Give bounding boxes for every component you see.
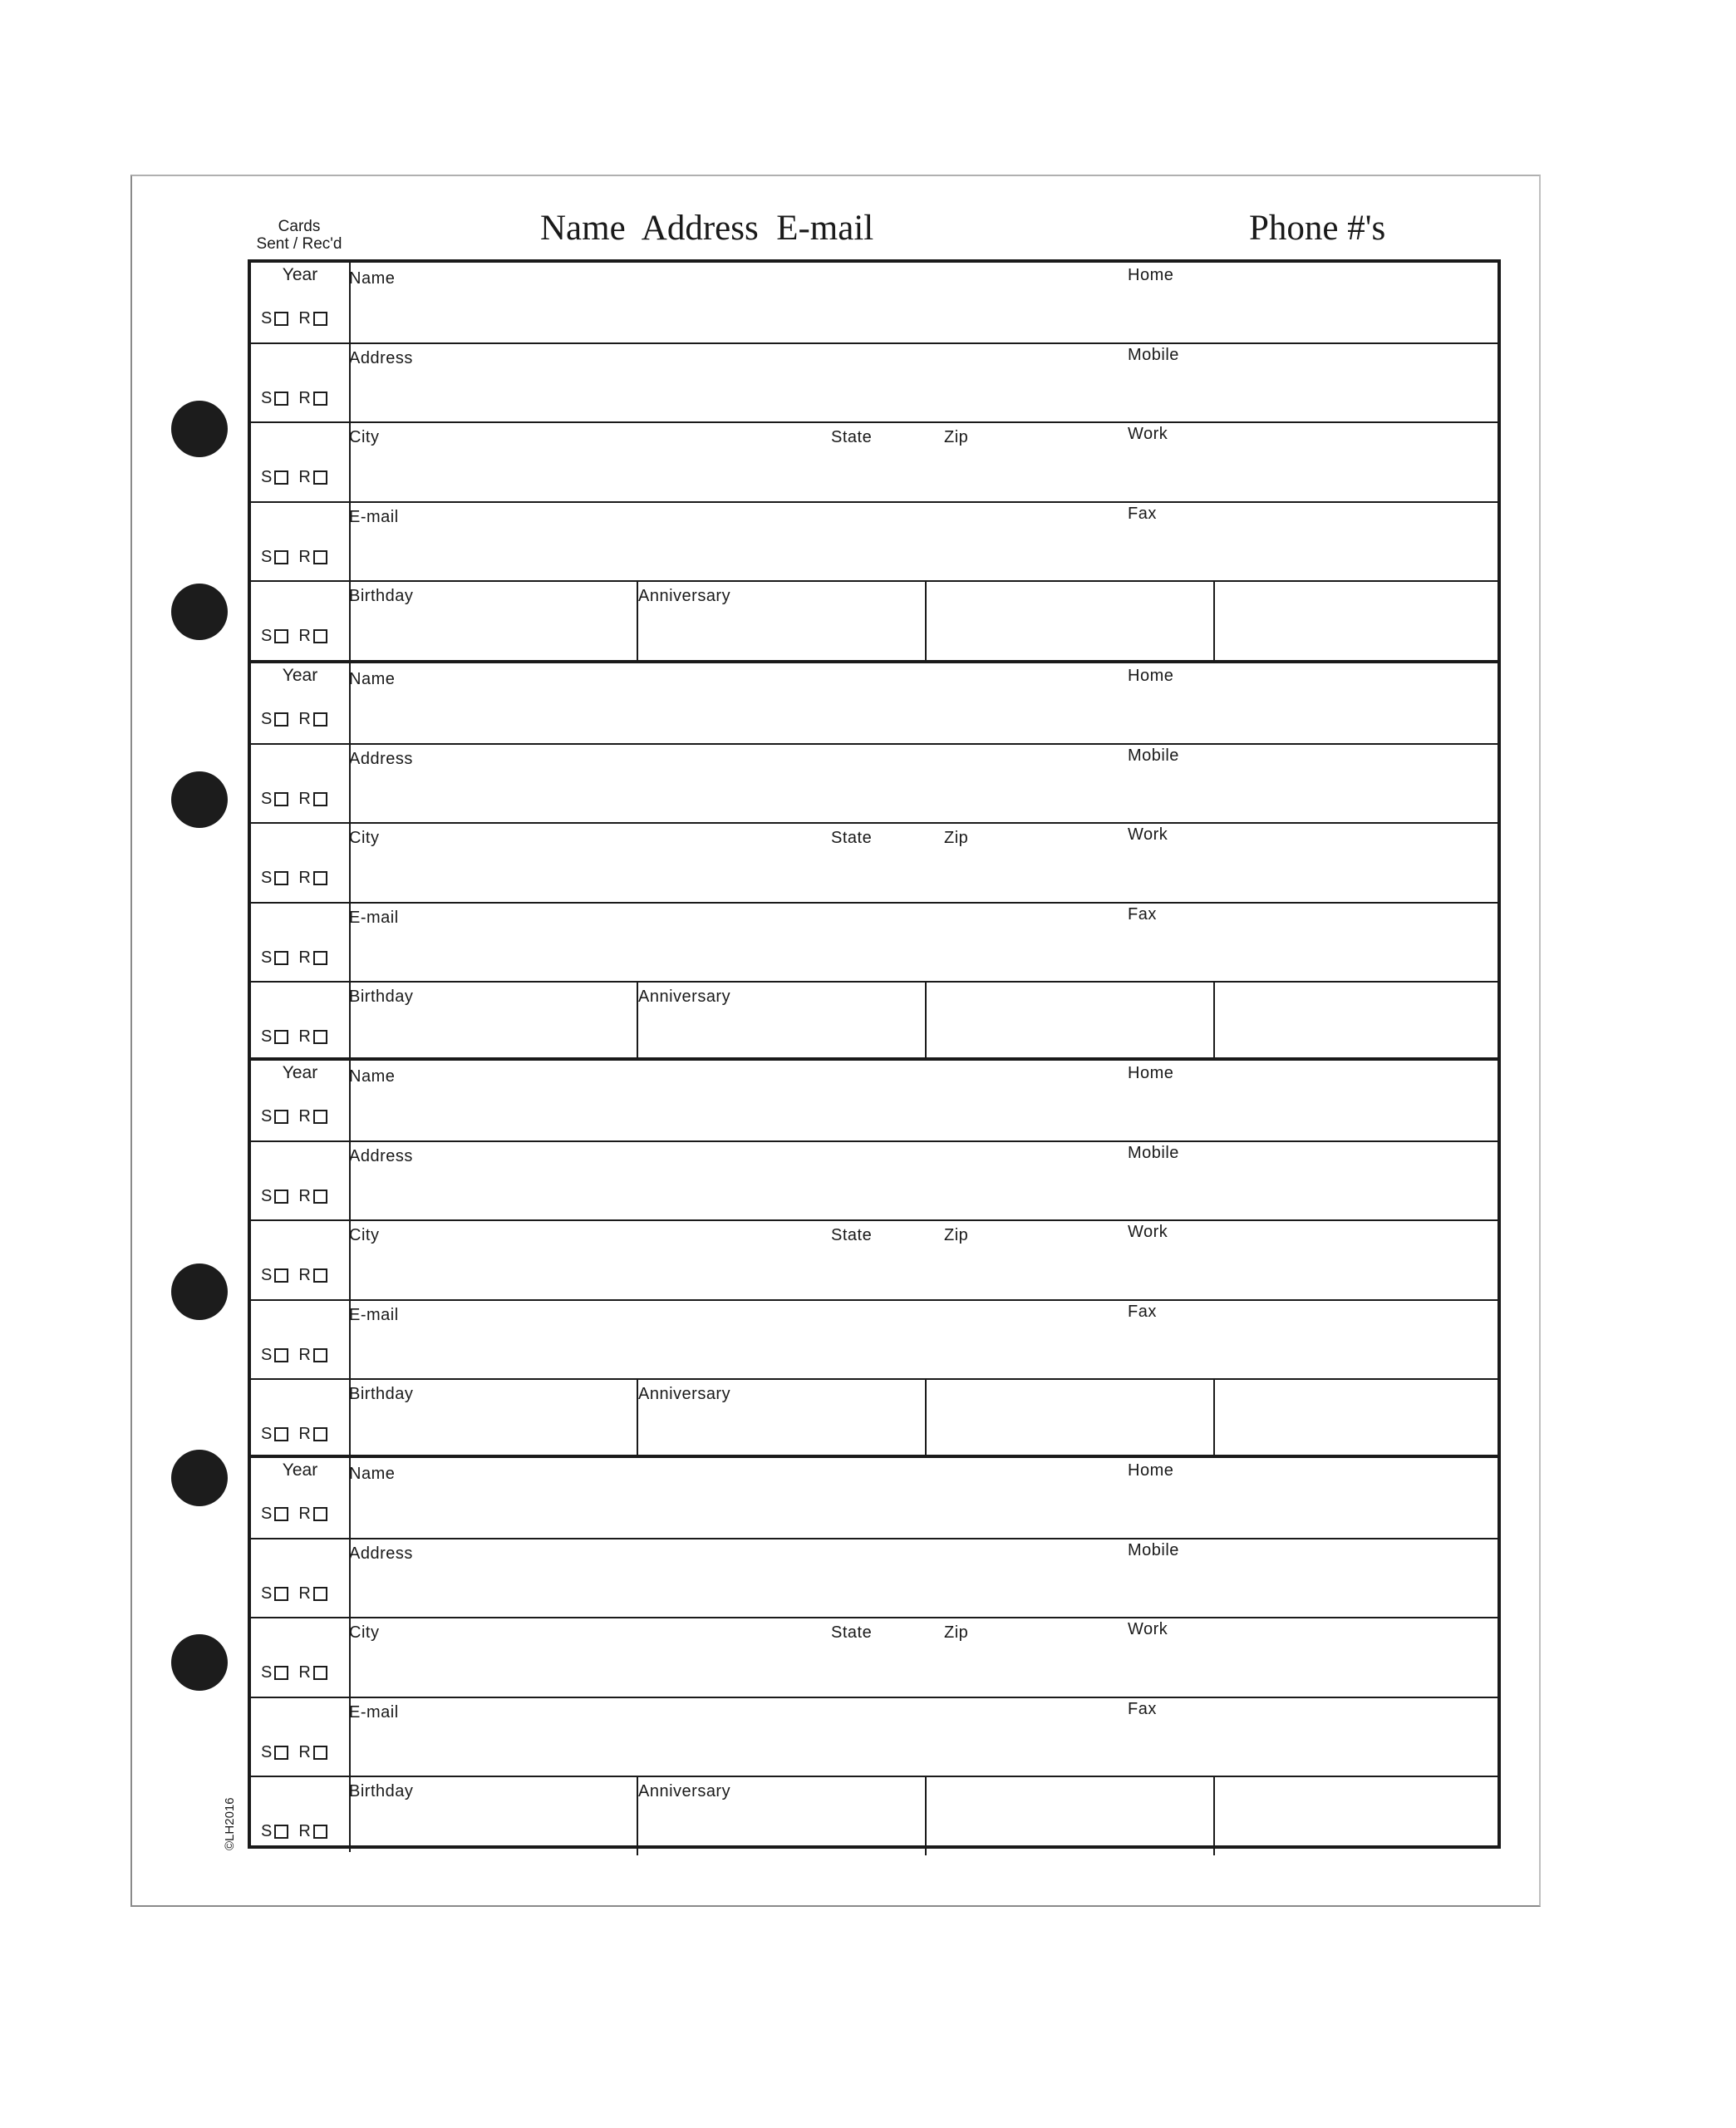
column-divider xyxy=(925,981,927,1061)
received-checkbox[interactable] xyxy=(313,1427,327,1441)
received-checkbox[interactable] xyxy=(313,1825,327,1839)
column-divider xyxy=(1213,580,1215,660)
sent-received-checkboxes xyxy=(261,1663,337,1682)
sent-received-checkboxes xyxy=(261,1187,337,1206)
sent-received-checkboxes xyxy=(261,710,337,729)
birthday-field-label: Birthday xyxy=(349,1385,414,1404)
phone-numbers-title: Phone #'s xyxy=(1249,209,1386,248)
sent-letter: S xyxy=(261,309,273,328)
received-checkbox[interactable] xyxy=(313,1587,327,1601)
received-letter: R xyxy=(298,1584,311,1603)
city-field-label: City xyxy=(349,428,380,447)
sent-checkbox[interactable] xyxy=(274,629,288,643)
anniversary-field-label: Anniversary xyxy=(638,988,731,1007)
sent-checkbox[interactable] xyxy=(274,1110,288,1124)
sent-checkbox[interactable] xyxy=(274,1666,288,1680)
sent-letter: S xyxy=(261,388,273,407)
sent-letter: S xyxy=(261,1425,273,1444)
received-checkbox[interactable] xyxy=(313,951,327,965)
binder-hole xyxy=(171,1264,228,1320)
received-checkbox[interactable] xyxy=(313,1666,327,1680)
contact-entry xyxy=(251,660,1497,1057)
sent-checkbox[interactable] xyxy=(274,392,288,406)
zip-field-label: Zip xyxy=(944,428,969,447)
received-checkbox[interactable] xyxy=(313,629,327,643)
fax-phone-label: Fax xyxy=(1128,904,1157,924)
year-label: Year xyxy=(282,666,318,685)
row-divider xyxy=(251,501,1497,503)
copyright-mark: ©LH2016 xyxy=(223,1797,237,1850)
received-letter: R xyxy=(298,948,311,967)
row-divider xyxy=(251,822,1497,824)
address-field-label: Address xyxy=(349,1146,413,1165)
home-phone-label: Home xyxy=(1128,1064,1174,1082)
mobile-phone-label: Mobile xyxy=(1128,1540,1179,1559)
received-letter: R xyxy=(298,468,311,487)
year-label: Year xyxy=(282,1063,318,1082)
sent-letter: S xyxy=(261,1505,273,1523)
sent-received-checkboxes xyxy=(261,948,337,968)
row-divider xyxy=(251,743,1497,745)
sent-letter: S xyxy=(261,1663,273,1682)
mobile-phone-label: Mobile xyxy=(1128,746,1179,765)
sent-received-checkboxes xyxy=(261,1822,337,1841)
sent-letter: S xyxy=(261,789,273,808)
column-divider xyxy=(637,580,638,660)
received-checkbox[interactable] xyxy=(313,1348,327,1362)
state-field-label: State xyxy=(831,428,873,447)
contact-grid xyxy=(248,259,1501,1849)
sent-received-checkboxes xyxy=(261,869,337,888)
received-checkbox[interactable] xyxy=(313,1030,327,1044)
row-divider xyxy=(251,421,1497,423)
sent-letter: S xyxy=(261,710,273,728)
row-divider xyxy=(251,1378,1497,1380)
sent-checkbox[interactable] xyxy=(274,1190,288,1204)
cards-sent-received-heading xyxy=(245,218,353,253)
received-checkbox[interactable] xyxy=(313,1190,327,1204)
received-checkbox[interactable] xyxy=(313,1746,327,1760)
received-letter: R xyxy=(298,1027,311,1047)
fax-phone-label: Fax xyxy=(1128,1699,1157,1718)
column-divider xyxy=(925,1776,927,1855)
row-divider xyxy=(251,1299,1497,1301)
year-label: Year xyxy=(282,265,318,284)
address-field-label: Address xyxy=(349,348,413,367)
received-letter: R xyxy=(298,789,311,808)
sent-received-checkboxes xyxy=(261,1346,337,1365)
sent-received-checkboxes xyxy=(261,468,337,487)
fax-phone-label: Fax xyxy=(1128,504,1157,523)
city-field-label: City xyxy=(349,829,380,848)
work-phone-label: Work xyxy=(1128,825,1168,845)
sent-letter: S xyxy=(261,1027,273,1047)
sent-checkbox[interactable] xyxy=(274,470,288,485)
email-field-label: E-mail xyxy=(349,1702,399,1722)
sent-received-label: Sent / Rec'd xyxy=(256,235,342,253)
received-checkbox[interactable] xyxy=(313,1507,327,1521)
mobile-phone-label: Mobile xyxy=(1128,1143,1179,1162)
sent-received-checkboxes xyxy=(261,1266,337,1285)
received-letter: R xyxy=(298,1425,311,1444)
row-divider xyxy=(251,342,1497,344)
received-checkbox[interactable] xyxy=(313,550,327,564)
column-divider xyxy=(637,1776,638,1855)
sent-checkbox[interactable] xyxy=(274,1427,288,1441)
sent-received-checkboxes xyxy=(261,1425,337,1444)
sent-letter: S xyxy=(261,948,273,967)
received-checkbox[interactable] xyxy=(313,1268,327,1283)
binder-hole xyxy=(171,584,228,640)
received-letter: R xyxy=(298,869,311,888)
row-divider xyxy=(251,1697,1497,1698)
row-divider xyxy=(251,981,1497,983)
sent-letter: S xyxy=(261,1107,273,1126)
name-field-label: Name xyxy=(349,1067,396,1086)
contact-entry xyxy=(251,263,1497,660)
anniversary-field-label: Anniversary xyxy=(638,587,731,606)
work-phone-label: Work xyxy=(1128,1620,1168,1639)
received-letter: R xyxy=(298,1266,311,1285)
row-divider xyxy=(251,1776,1497,1777)
received-letter: R xyxy=(298,547,311,566)
sent-letter: S xyxy=(261,1742,273,1761)
sent-received-checkboxes xyxy=(261,389,337,408)
row-divider xyxy=(251,1140,1497,1142)
binder-hole xyxy=(171,771,228,828)
sent-checkbox[interactable] xyxy=(274,1348,288,1362)
sent-letter: S xyxy=(261,547,273,566)
row-divider xyxy=(251,1538,1497,1539)
column-divider xyxy=(925,1378,927,1458)
zip-field-label: Zip xyxy=(944,829,969,848)
row-divider xyxy=(251,902,1497,904)
row-divider xyxy=(251,1617,1497,1618)
email-field-label: E-mail xyxy=(349,908,399,927)
zip-field-label: Zip xyxy=(944,1623,969,1643)
sent-letter: S xyxy=(261,468,273,487)
binder-hole xyxy=(171,1450,228,1506)
sent-received-checkboxes xyxy=(261,790,337,809)
sent-letter: S xyxy=(261,1584,273,1603)
column-divider xyxy=(637,1378,638,1458)
state-field-label: State xyxy=(831,829,873,848)
sent-checkbox[interactable] xyxy=(274,1825,288,1839)
received-checkbox[interactable] xyxy=(313,1110,327,1124)
received-letter: R xyxy=(298,710,311,728)
address-field-label: Address xyxy=(349,1544,413,1563)
column-divider xyxy=(1213,1776,1215,1855)
sent-letter: S xyxy=(261,869,273,888)
received-letter: R xyxy=(298,1822,311,1841)
address-field-label: Address xyxy=(349,749,413,768)
sent-checkbox[interactable] xyxy=(274,871,288,885)
received-checkbox[interactable] xyxy=(313,470,327,485)
year-label: Year xyxy=(282,1461,318,1480)
received-letter: R xyxy=(298,1345,311,1364)
received-letter: R xyxy=(298,1742,311,1761)
anniversary-field-label: Anniversary xyxy=(638,1782,731,1801)
received-letter: R xyxy=(298,309,311,328)
home-phone-label: Home xyxy=(1128,667,1174,685)
sent-received-checkboxes xyxy=(261,309,337,328)
email-field-label: E-mail xyxy=(349,1305,399,1324)
row-divider xyxy=(251,580,1497,582)
sent-checkbox[interactable] xyxy=(274,712,288,727)
received-letter: R xyxy=(298,1107,311,1126)
sent-received-checkboxes xyxy=(261,1027,337,1047)
sent-letter: S xyxy=(261,1266,273,1285)
sent-letter: S xyxy=(261,627,273,646)
binder-hole xyxy=(171,401,228,457)
column-divider xyxy=(1213,981,1215,1061)
sent-checkbox[interactable] xyxy=(274,312,288,326)
city-field-label: City xyxy=(349,1623,380,1643)
received-letter: R xyxy=(298,627,311,646)
state-field-label: State xyxy=(831,1623,873,1643)
row-divider xyxy=(251,1219,1497,1221)
received-letter: R xyxy=(298,1663,311,1682)
name-field-label: Name xyxy=(349,269,396,288)
city-field-label: City xyxy=(349,1226,380,1245)
column-divider xyxy=(1213,1378,1215,1458)
sent-letter: S xyxy=(261,1345,273,1364)
sent-received-checkboxes xyxy=(261,1505,337,1524)
received-checkbox[interactable] xyxy=(313,792,327,806)
work-phone-label: Work xyxy=(1128,425,1168,444)
sent-checkbox[interactable] xyxy=(274,1507,288,1521)
home-phone-label: Home xyxy=(1128,266,1174,284)
name-field-label: Name xyxy=(349,670,396,688)
sent-checkbox[interactable] xyxy=(274,1268,288,1283)
sent-received-checkboxes xyxy=(261,627,337,646)
birthday-field-label: Birthday xyxy=(349,988,414,1007)
sent-received-checkboxes xyxy=(261,1743,337,1762)
contact-entry xyxy=(251,1455,1497,1852)
email-field-label: E-mail xyxy=(349,507,399,526)
sent-checkbox[interactable] xyxy=(274,1587,288,1601)
state-field-label: State xyxy=(831,1226,873,1245)
sent-checkbox[interactable] xyxy=(274,792,288,806)
name-field-label: Name xyxy=(349,1465,396,1483)
sent-checkbox[interactable] xyxy=(274,550,288,564)
received-letter: R xyxy=(298,1505,311,1523)
received-checkbox[interactable] xyxy=(313,712,327,727)
column-divider xyxy=(637,981,638,1061)
sent-letter: S xyxy=(261,1186,273,1205)
binder-hole xyxy=(171,1634,228,1691)
page-title: Name Address E-mail xyxy=(540,209,874,248)
fax-phone-label: Fax xyxy=(1128,1302,1157,1321)
sent-checkbox[interactable] xyxy=(274,1746,288,1760)
sent-checkbox[interactable] xyxy=(274,1030,288,1044)
anniversary-field-label: Anniversary xyxy=(638,1385,731,1404)
received-checkbox[interactable] xyxy=(313,392,327,406)
zip-field-label: Zip xyxy=(944,1226,969,1245)
cards-label: Cards xyxy=(278,218,321,235)
contact-entry xyxy=(251,1057,1497,1455)
sent-received-checkboxes xyxy=(261,1584,337,1603)
received-letter: R xyxy=(298,388,311,407)
received-checkbox[interactable] xyxy=(313,312,327,326)
sent-letter: S xyxy=(261,1822,273,1841)
sent-checkbox[interactable] xyxy=(274,951,288,965)
received-letter: R xyxy=(298,1186,311,1205)
column-divider xyxy=(925,580,927,660)
birthday-field-label: Birthday xyxy=(349,587,414,606)
birthday-field-label: Birthday xyxy=(349,1782,414,1801)
home-phone-label: Home xyxy=(1128,1461,1174,1480)
mobile-phone-label: Mobile xyxy=(1128,345,1179,364)
work-phone-label: Work xyxy=(1128,1223,1168,1242)
sent-received-checkboxes xyxy=(261,548,337,567)
received-checkbox[interactable] xyxy=(313,871,327,885)
sent-received-checkboxes xyxy=(261,1107,337,1126)
